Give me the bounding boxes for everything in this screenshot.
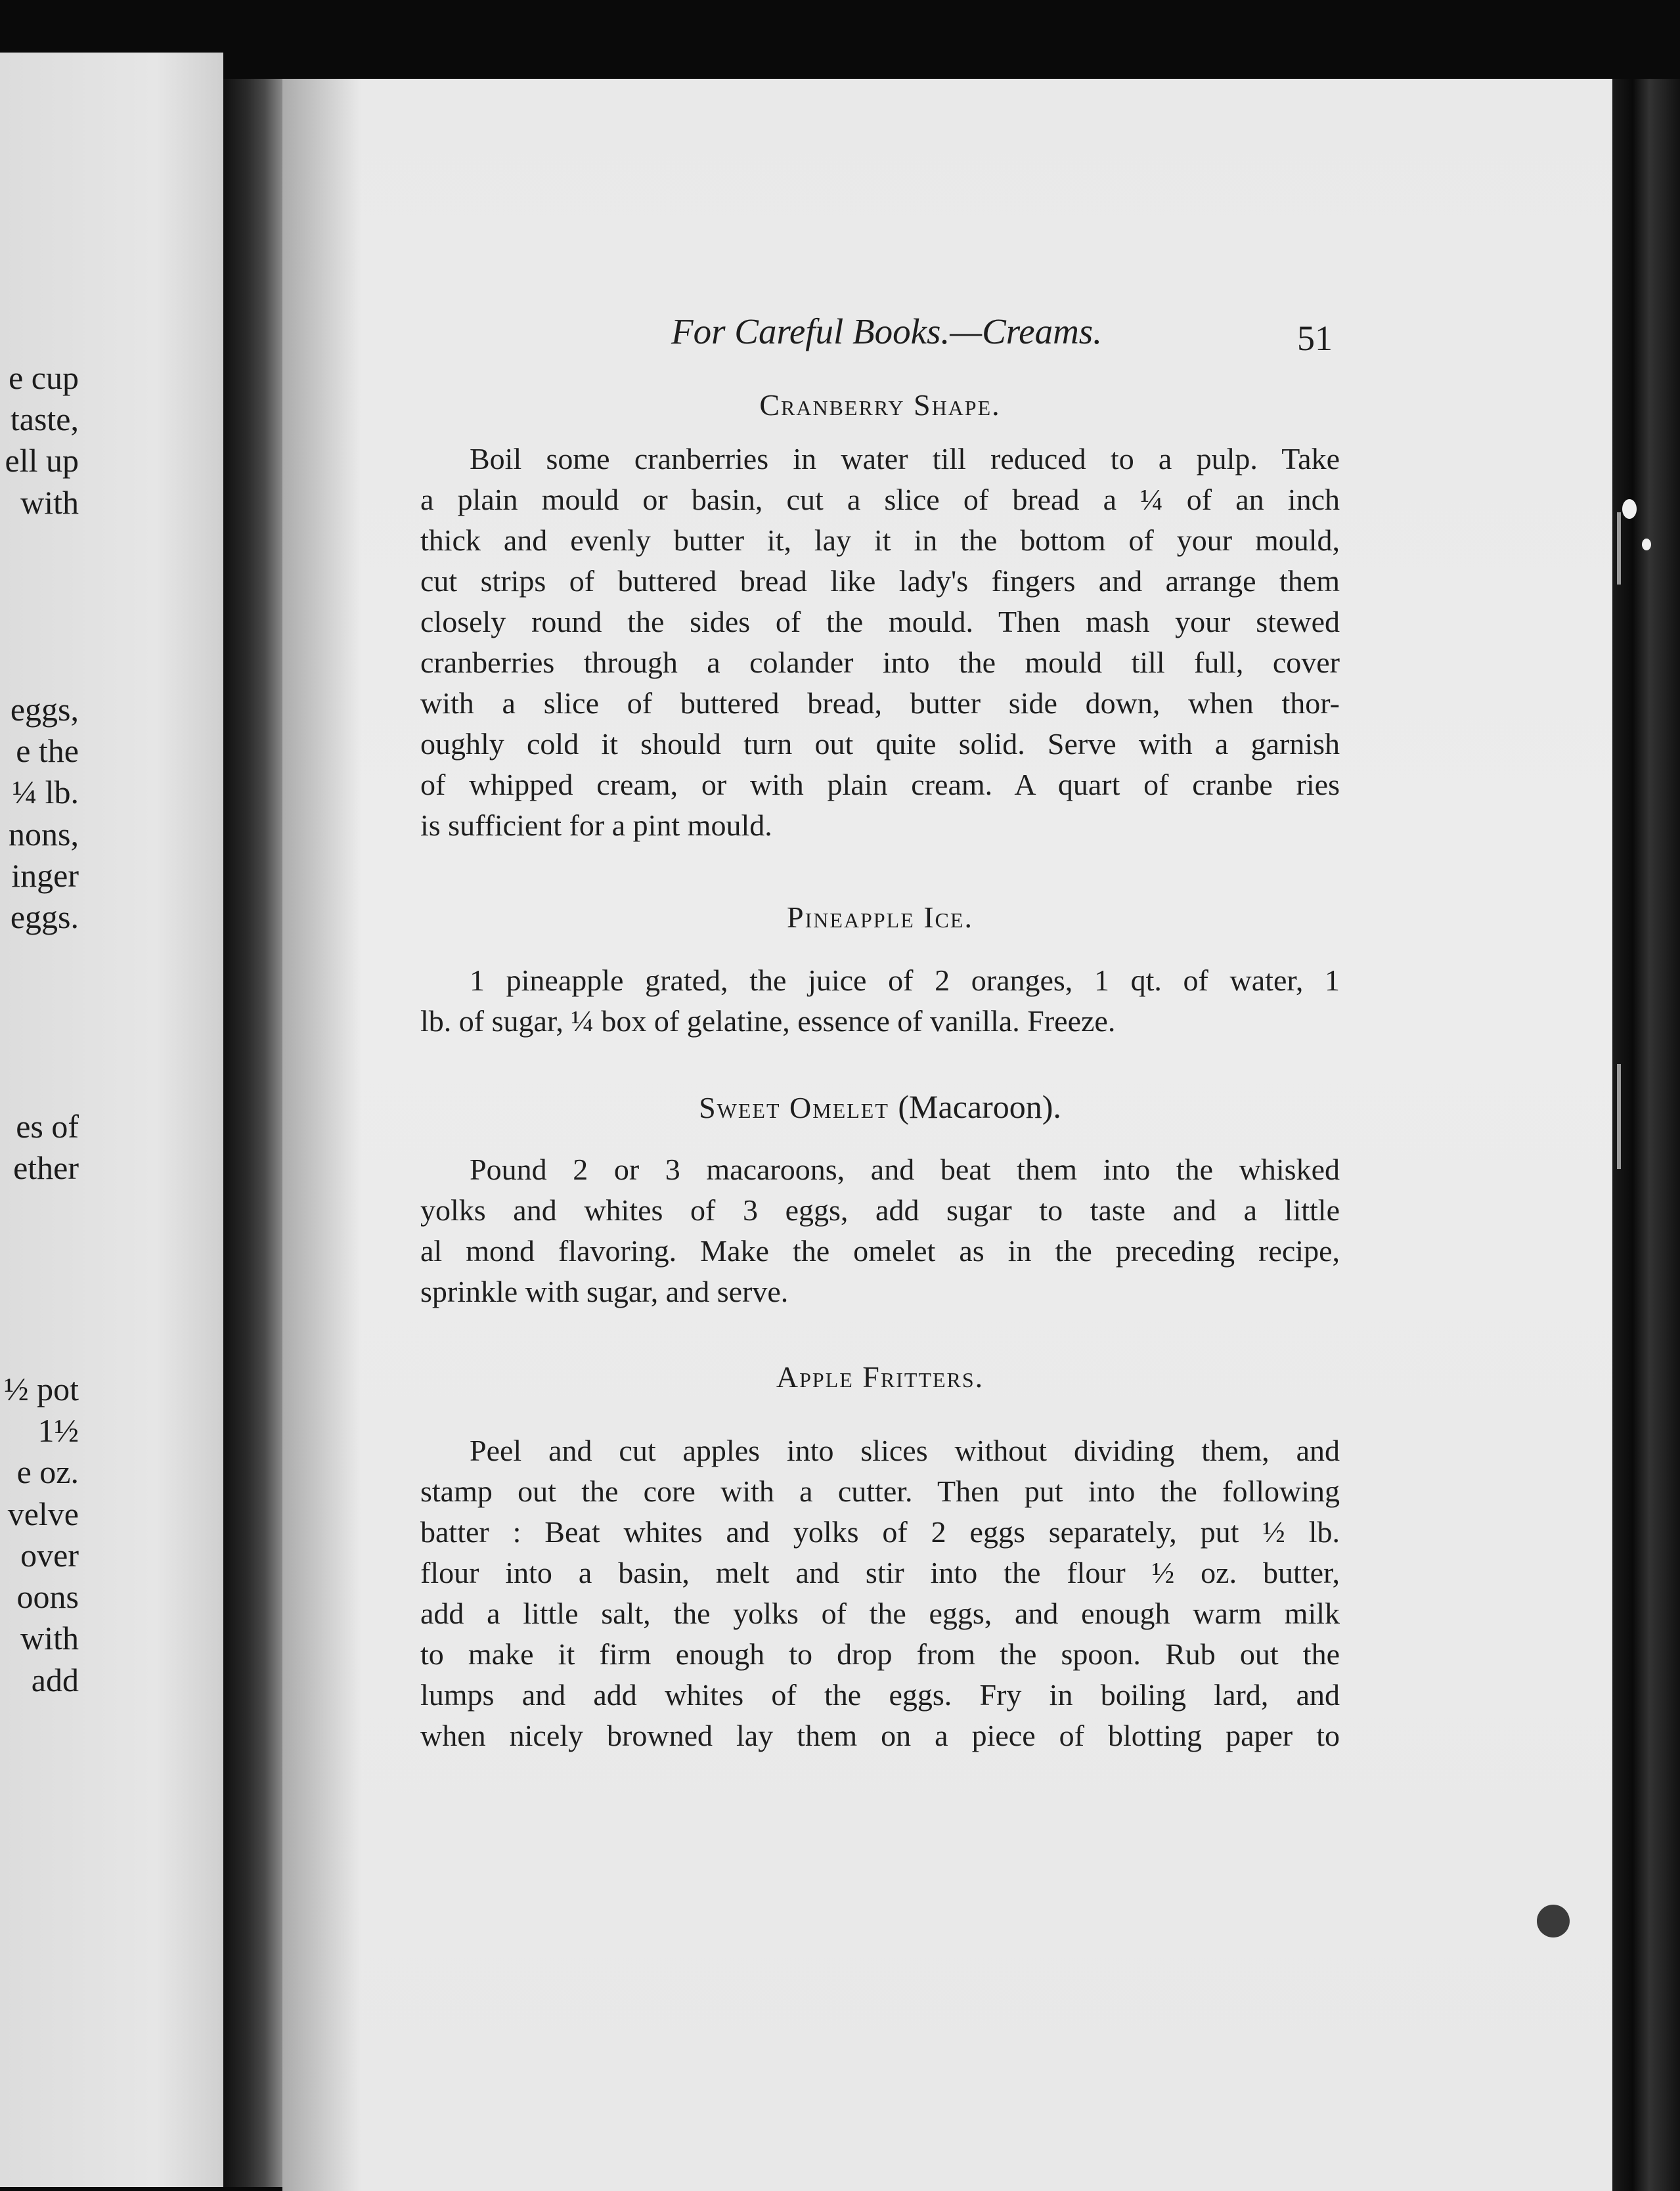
text-line: of whipped cream, or with plain cream. A quart of cranbe ries: [420, 768, 1340, 801]
left-page-line: add: [31, 1662, 79, 1698]
scan-speck: [1642, 539, 1651, 550]
left-page-line: e oz.: [16, 1453, 79, 1490]
left-page-line: 1½: [37, 1412, 79, 1449]
scan-speck: [1537, 1905, 1570, 1937]
left-page-line: oons: [16, 1578, 79, 1615]
left-page-line: e cup: [9, 359, 79, 396]
recipe-title-sweet-omelet: [420, 1088, 1340, 1126]
text-line: Boil some cranberries in water till reduced to a pulp. Take: [470, 442, 1340, 476]
recipe-title-apple-fritters: Apple Fritters.: [776, 1360, 984, 1394]
text-line: yolks and whites of 3 eggs, add sugar to taste and a little: [420, 1193, 1340, 1227]
left-page-line: ell up: [5, 442, 79, 479]
text-line: with a slice of buttered bread, butter side down, when thor-: [420, 686, 1340, 720]
recipe-title-cranberry-shape: Cranberry Shape.: [759, 388, 1001, 422]
scan-speck: [1622, 499, 1637, 519]
left-page-line: es of: [16, 1108, 79, 1145]
left-page-line: nons,: [9, 816, 79, 852]
left-page-line: over: [20, 1537, 79, 1574]
left-page-fragment: [0, 53, 223, 2187]
recipe-text-sweet-omelet: [420, 1149, 1340, 1312]
left-page-line: velve: [7, 1495, 79, 1532]
running-head: For Careful Books.—Creams.: [671, 311, 1102, 351]
left-page-line: ether: [13, 1149, 79, 1186]
text-line: cranberries through a colander into the mould till full, cover: [420, 646, 1340, 679]
text-line: Pound 2 or 3 macaroons, and beat them into the whisked: [470, 1153, 1340, 1186]
recipe-text-apple-fritters: [420, 1430, 1340, 1756]
edge-highlight: [1617, 1064, 1621, 1169]
text-line: add a little salt, the yolks of the eggs, and enough warm milk: [420, 1597, 1340, 1630]
page-number: 51: [1297, 319, 1333, 358]
book-gutter: [223, 79, 282, 2187]
text-line: when nicely browned lay them on a piece of blotting paper to: [420, 1719, 1340, 1752]
recipe-text-cranberry-shape: [420, 439, 1340, 846]
text-line: stamp out the core with a cutter. Then put into the following: [420, 1474, 1340, 1508]
text-line: lumps and add whites of the eggs. Fry in boiling lard, and: [420, 1678, 1340, 1712]
left-page-line: ¼ lb.: [12, 774, 79, 810]
left-page-line: eggs,: [10, 691, 79, 728]
text-line: flour into a basin, melt and stir into the flour ½ oz. butter,: [420, 1556, 1340, 1589]
text-line: al mond flavoring. Make the omelet as in the preceding recipe,: [420, 1234, 1340, 1268]
text-line: batter : Beat whites and yolks of 2 eggs separately, put ½ lb.: [420, 1515, 1340, 1549]
recipe-text-pineapple-ice: [420, 960, 1340, 1042]
page-shadow: [282, 79, 361, 2191]
text-line: closely round the sides of the mould. Then mash your stewed: [420, 605, 1340, 638]
left-page-line: inger: [11, 857, 79, 894]
left-page-line: eggs.: [10, 898, 79, 935]
text-line: 1 pineapple grated, the juice of 2 oranges, 1 qt. of water, 1: [470, 963, 1340, 997]
edge-highlight: [1617, 512, 1621, 585]
text-line: oughly cold it should turn out quite solid. Serve with a garnish: [420, 727, 1340, 761]
book-edge: [1612, 79, 1680, 2191]
left-page-line: ½ pot: [4, 1371, 79, 1407]
left-page-line: e the: [16, 732, 79, 769]
text-line: thick and evenly butter it, lay it in the bottom of your mould,: [420, 523, 1340, 557]
text-line: cut strips of buttered bread like lady's fingers and arrange them: [420, 564, 1340, 598]
text-line: Peel and cut apples into slices without dividing them, and: [470, 1434, 1340, 1467]
text-line: sprinkle with sugar, and serve.: [420, 1275, 789, 1308]
left-page-line: with: [20, 1620, 79, 1656]
text-line: a plain mould or basin, cut a slice of bread a ¼ of an inch: [420, 483, 1340, 516]
text-line: is sufficient for a pint mould.: [420, 808, 772, 842]
left-page-line: with: [20, 484, 79, 521]
left-page-line: taste,: [10, 401, 79, 437]
text-line: to make it firm enough to drop from the spoon. Rub out the: [420, 1637, 1340, 1671]
recipe-title-suffix: (Macaroon).: [898, 1088, 1061, 1125]
recipe-title-pineapple-ice: Pineapple Ice.: [787, 900, 973, 934]
text-line: lb. of sugar, ¼ box of gelatine, essence of vanilla. Freeze.: [420, 1004, 1116, 1038]
recipe-title-main: Sweet Omelet: [699, 1091, 889, 1124]
